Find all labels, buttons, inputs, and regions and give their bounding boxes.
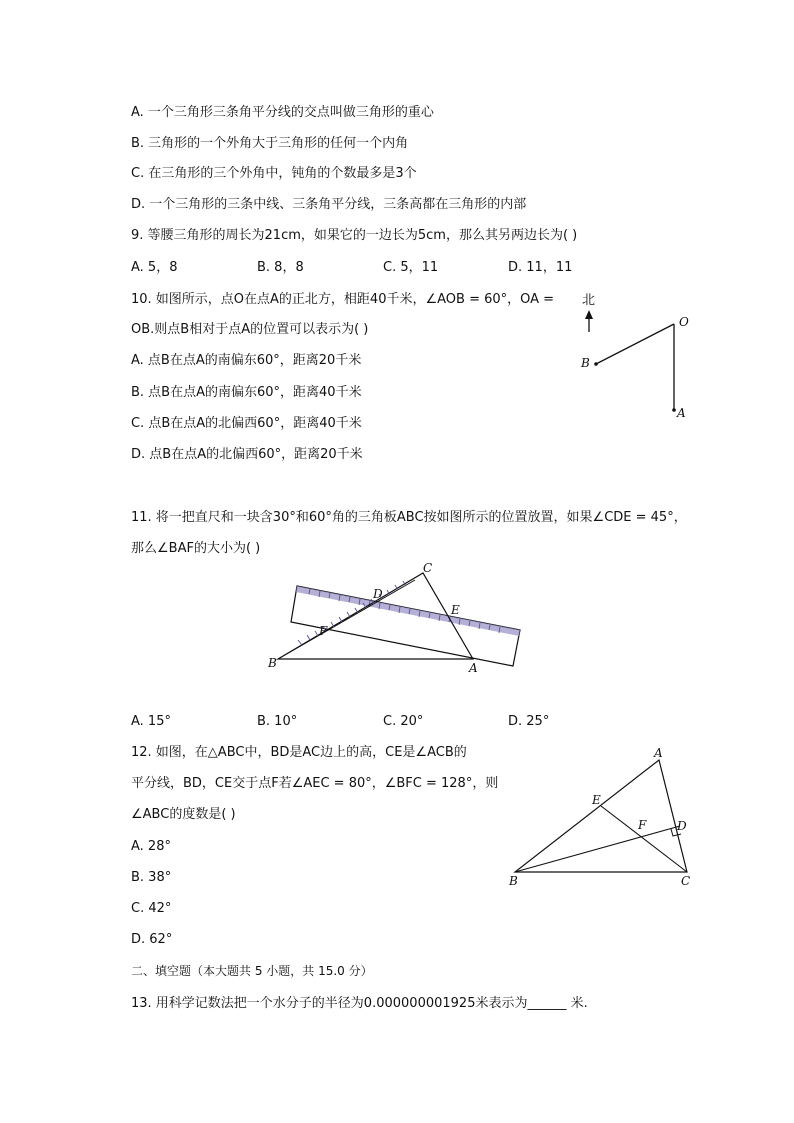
q12-stem-line1: 12. 如图，在△ABC中，BD是AC边上的高，CE是∠ACB的 [131,745,467,760]
q10-figure [570,288,700,423]
label-b: B [509,874,518,888]
q10-option-c: C. 点B在点A的北偏西60°，距离40千米 [131,416,362,431]
q8-option-d: D. 一个三角形的三条中线、三条角平分线，三条高都在三角形的内部 [131,197,527,212]
q12-option-d: D. 62° [131,932,173,947]
label-d: D [677,819,687,833]
q9-stem: 9. 等腰三角形的周长为21cm，如果它的一边长为5cm，那么其另两边长为( ) [131,228,578,243]
q12-stem-line2: 平分线，BD，CE交于点F若∠AEC = 80°，∠BFC = 128°，则 [131,776,499,791]
section-title-fill-in: 二、填空题（本大题共 5 小题，共 15.0 分） [131,964,373,978]
label-c: C [681,874,691,888]
q11-stem-line1: 11. 将一把直尺和一块含30°和60°角的三角板ABC按如图所示的位置放置，如果∠CDE = 45°， [131,510,687,525]
q12-option-c: C. 42° [131,901,172,916]
segment-ce [601,806,687,872]
q13-stem: 13. 用科学记数法把一个水分子的半径为0.000000001925米表示为______ 米. [131,996,588,1011]
label-f: F [638,818,647,832]
q11-option-c: C. 20° [383,714,424,729]
point-a [672,408,676,412]
q8-option-c: C. 在三角形的三个外角中，钝角的个数最多是3个 [131,166,417,181]
q12-option-a: A. 28° [131,839,171,854]
label-f: F [319,624,328,638]
label-b: B [581,356,590,370]
triangle-abc [515,760,687,872]
segment-ob [596,324,674,364]
q9-option-a: A. 5，8 [131,260,178,275]
label-a: A [469,661,478,675]
q11-option-d: D. 25° [508,714,550,729]
q8-option-b: B. 三角形的一个外角大于三角形的任何一个内角 [131,136,409,151]
q10-option-d: D. 点B在点A的北偏西60°，距离20千米 [131,447,363,462]
label-b: B [268,656,277,670]
label-c: C [423,561,433,575]
q8-option-a: A. 一个三角形三条角平分线的交点叫做三角形的重心 [131,105,434,120]
label-o: O [679,315,689,329]
q11-option-a: A. 15° [131,714,171,729]
segment-bd [515,826,680,872]
point-b [594,362,598,366]
label-a: A [677,406,686,420]
q10-option-a: A. 点B在点A的南偏东60°，距离20千米 [131,353,362,368]
q10-stem-line2: OB.则点B相对于点A的位置可以表示为( ) [131,322,369,337]
q11-stem-line2: 那么∠BAF的大小为( ) [131,541,261,556]
q12-stem-line3: ∠ABC的度数是( ) [131,807,236,822]
q12-option-b: B. 38° [131,870,172,885]
q11-option-b: B. 10° [257,714,298,729]
label-e: E [592,793,601,807]
q9-option-b: B. 8，8 [257,260,304,275]
north-arrow-head [585,310,593,319]
label-e: E [451,603,460,617]
q9-option-d: D. 11，11 [508,260,573,275]
north-label: 北 [582,293,596,308]
q10-stem-line1: 10. 如图所示，点O在点A的正北方，相距40千米，∠AOB = 60°，OA = [131,292,555,307]
label-a: A [654,746,663,760]
q9-option-c: C. 5，11 [383,260,439,275]
q11-figure [262,560,532,680]
label-d: D [373,587,383,601]
q10-option-b: B. 点B在点A的南偏东60°，距离40千米 [131,385,362,400]
q12-figure [500,742,705,892]
